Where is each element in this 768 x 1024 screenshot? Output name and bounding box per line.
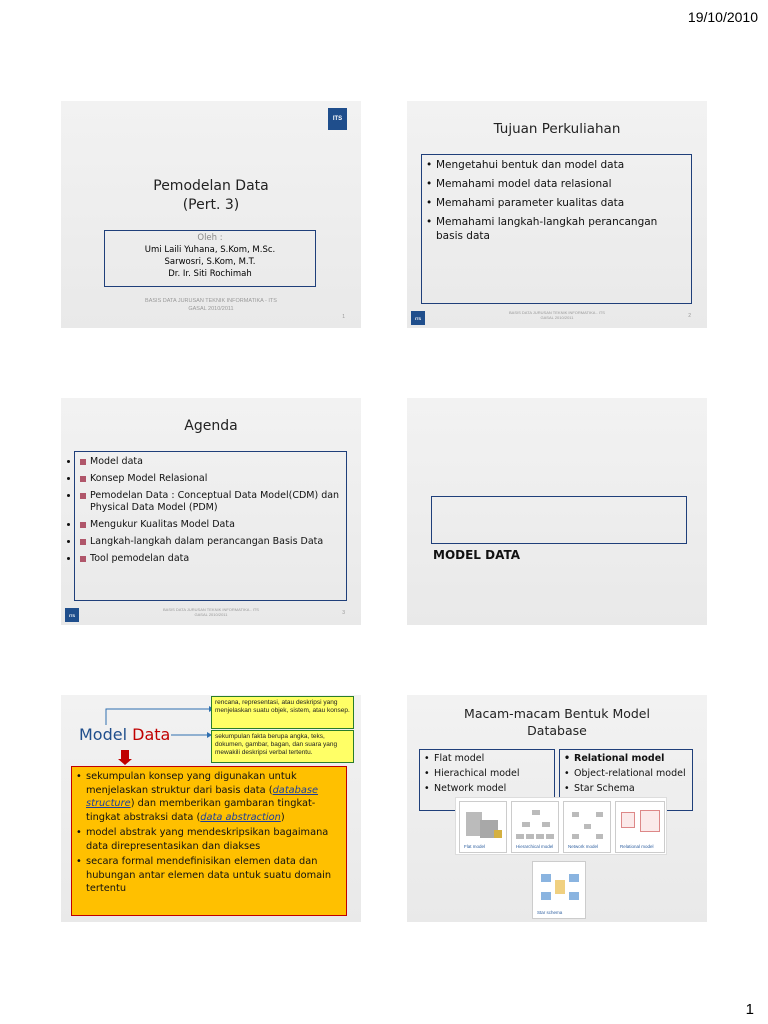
slide-number: 2 <box>688 313 691 319</box>
slide-5 <box>61 695 361 922</box>
slide-footer: BASIS DATA JURUSAN TEKNIK INFORMATIKA - ITS GASAL 2010/2011 <box>145 298 277 312</box>
agenda-item: • Pemodelan Data : Conceptual Data Model(CDM) dan Physical Data Model (PDM) <box>79 490 342 514</box>
agenda-box <box>74 451 347 601</box>
slide-2 <box>407 101 707 328</box>
by-label: Oleh : <box>197 233 223 243</box>
slide-6-title: Macam-macam Bentuk Model Database <box>464 706 650 738</box>
thumbnail-strip <box>455 797 667 855</box>
author-2: Sarwosri, S.Kom, M.T. <box>164 257 256 267</box>
authors-box <box>104 230 316 287</box>
its-logo: ITS <box>328 108 347 130</box>
down-arrow-head <box>118 759 132 765</box>
database-structure-link: database structure <box>86 784 319 809</box>
slide-3 <box>61 398 361 625</box>
data-abstraction-link: data abstraction <box>200 811 281 823</box>
agenda-item: • Model data <box>79 456 342 468</box>
slide-footer: BASIS DATA JURUSAN TEKNIK INFORMATIKA - ITS GASAL 2010/2011 <box>163 607 259 617</box>
network-model-thumbnail: Network model <box>563 801 611 853</box>
agenda-item: • Mengukur Kualitas Model Data <box>79 519 342 531</box>
slide-1 <box>61 101 361 328</box>
objective-item: • Memahami langkah-langkah perancangan basis data <box>426 216 658 242</box>
relational-model-thumbnail: Relational model <box>615 801 665 853</box>
slide-number: 1 <box>342 314 345 320</box>
star-schema-thumbnail: Star schema <box>532 861 586 919</box>
slide-number: 3 <box>342 610 345 616</box>
hierarchical-model-thumbnail: Hierarchical model <box>511 801 559 853</box>
agenda-item: • Langkah-langkah dalam perancangan Basis Data <box>79 536 342 548</box>
slide-4 <box>407 398 707 625</box>
page-number: 1 <box>745 1001 754 1018</box>
definition-item: • secara formal mendefinisikan elemen data dan hubungan antar elemen data untuk suatu domain tertentu <box>76 856 332 894</box>
agenda-item: • Konsep Model Relasional <box>79 473 342 485</box>
objectives-box <box>421 154 692 304</box>
flat-model-thumbnail: Flat model <box>459 801 507 853</box>
objective-item: • Memahami model data relasional <box>426 178 612 190</box>
slide-1-title <box>61 177 361 215</box>
title-line-2: (Pert. 3) <box>182 197 240 213</box>
its-logo: ITS <box>411 311 425 325</box>
model-item: • Hierachical model <box>424 768 520 779</box>
title-word-data: Data <box>132 725 171 744</box>
definition-box <box>71 766 347 916</box>
its-logo: ITS <box>65 608 79 622</box>
model-item: • Star Schema <box>564 783 635 794</box>
objective-item: • Mengetahui bentuk dan model data <box>426 159 625 171</box>
agenda-item: • Tool pemodelan data <box>79 553 342 565</box>
callout-data-definition: sekumpulan fakta berupa angka, teks, dokumen, gambar, bagan, dan suara yang mewakili deskripsi verbal tertentu. <box>211 730 354 763</box>
objective-item: • Memahami parameter kualitas data <box>426 197 625 209</box>
model-item: • Flat model <box>424 753 485 764</box>
author-1: Umi Laili Yuhana, S.Kom, M.Sc. <box>144 245 276 255</box>
author-3: Dr. Ir. Siti Rochimah <box>168 269 252 279</box>
page-date: 19/10/2010 <box>687 9 758 25</box>
title-word-model: Model <box>79 725 128 744</box>
model-item: • Object-relational model <box>564 768 686 779</box>
definition-item: • sekumpulan konsep yang digunakan untuk menjelaskan struktur dari basis data (database structure) dan memberikan gambaran tingkat-tingkat abstraksi data (data abstraction) <box>76 771 319 823</box>
empty-title-box <box>431 496 687 544</box>
slide-2-title: Tujuan Perkuliahan <box>493 121 621 137</box>
title-line-1: Pemodelan Data <box>153 178 269 194</box>
model-data-heading: MODEL DATA <box>433 548 520 562</box>
slide-6 <box>407 695 707 922</box>
slide-3-title: Agenda <box>184 418 238 434</box>
callout-model-definition: rencana, representasi, atau deskripsi yang menjelaskan suatu objek, sistem, atau konsep. <box>211 696 354 729</box>
model-item: • Network model <box>424 783 507 794</box>
slide-footer: BASIS DATA JURUSAN TEKNIK INFORMATIKA - ITS GASAL 2010/2011 <box>509 310 605 320</box>
definition-item: • model abstrak yang mendeskripsikan bagaimana data direpresentasikan dan diakses <box>76 827 329 852</box>
model-item: • Relational model <box>564 753 665 764</box>
